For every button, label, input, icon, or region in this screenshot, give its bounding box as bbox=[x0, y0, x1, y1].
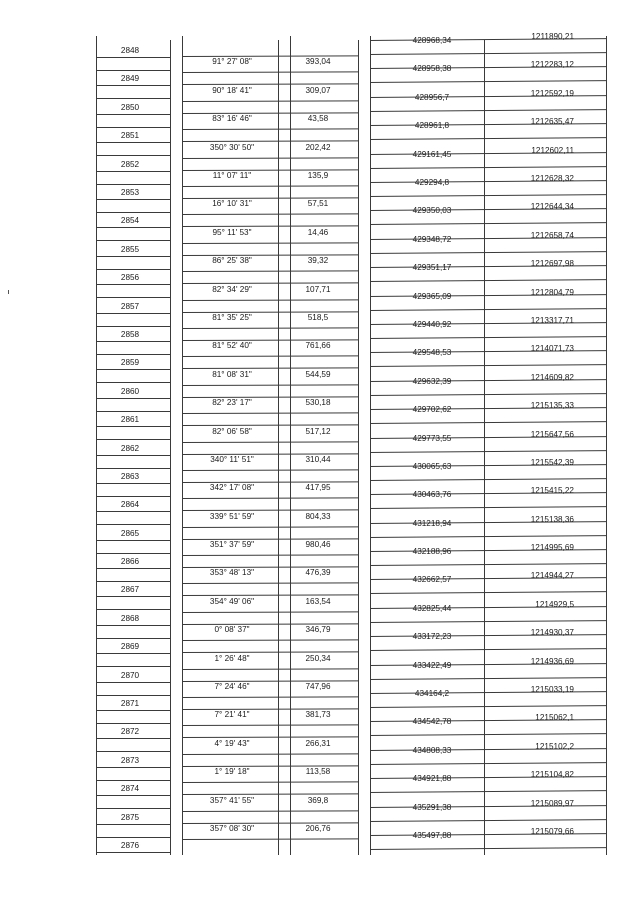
direction-angle: 7° 21' 41" bbox=[214, 710, 250, 720]
row-rule bbox=[370, 308, 606, 311]
coordinate-y: 1215104,82 bbox=[530, 770, 574, 780]
point-number: 2859 bbox=[120, 358, 140, 368]
row-rule bbox=[96, 780, 170, 781]
scan-speck bbox=[8, 290, 9, 294]
coordinate-x: 429773,55 bbox=[412, 433, 452, 443]
direction-angle: 1° 19' 18" bbox=[214, 767, 250, 777]
row-rule bbox=[370, 620, 606, 623]
row-rule bbox=[182, 640, 358, 642]
segment-distance: 57,51 bbox=[307, 199, 329, 209]
point-number: 2869 bbox=[120, 642, 140, 652]
coordinate-y: 1215033,19 bbox=[530, 685, 574, 695]
coordinate-x: 434542,78 bbox=[412, 717, 452, 727]
segment-distance: 266,31 bbox=[305, 738, 331, 748]
coordinate-y: 1212697,98 bbox=[530, 259, 574, 269]
column-rule bbox=[606, 36, 607, 855]
coordinate-y: 1214609,82 bbox=[530, 372, 574, 382]
row-rule bbox=[370, 279, 606, 282]
coordinate-x: 432825,44 bbox=[412, 603, 452, 613]
coordinate-y: 1214944,27 bbox=[530, 571, 574, 581]
point-number: 2874 bbox=[120, 784, 140, 794]
segment-distance: 761,66 bbox=[305, 341, 331, 351]
segment-distance: 517,12 bbox=[305, 426, 331, 436]
direction-angle: 82° 06' 58" bbox=[212, 426, 252, 436]
row-rule bbox=[182, 327, 358, 329]
coordinate-x: 430065,63 bbox=[412, 461, 452, 471]
row-rule bbox=[96, 199, 170, 200]
direction-angle: 340° 11' 51" bbox=[210, 454, 254, 464]
row-rule bbox=[96, 326, 170, 327]
coordinate-x: 434164,2 bbox=[414, 689, 450, 699]
point-number: 2851 bbox=[120, 131, 140, 141]
row-rule bbox=[96, 297, 170, 298]
row-rule bbox=[370, 336, 606, 339]
segment-distance: 544,59 bbox=[305, 369, 331, 379]
column-rule bbox=[290, 36, 291, 855]
coordinate-y: 1212804,79 bbox=[530, 287, 574, 297]
direction-angle: 339° 51' 59" bbox=[209, 511, 255, 521]
segment-distance: 206,76 bbox=[305, 824, 331, 833]
row-rule bbox=[96, 114, 170, 115]
row-rule bbox=[370, 535, 606, 538]
row-rule bbox=[370, 506, 606, 509]
coordinate-y: 1212644,34 bbox=[530, 202, 574, 212]
segment-distance: 163,54 bbox=[305, 596, 331, 606]
coordinate-y: 1215647,56 bbox=[530, 429, 574, 439]
point-number: 2860 bbox=[120, 386, 140, 396]
row-rule bbox=[370, 478, 606, 481]
row-rule bbox=[96, 511, 170, 512]
row-rule bbox=[182, 611, 358, 613]
point-number: 2862 bbox=[120, 443, 140, 453]
segment-distance: 417,95 bbox=[305, 483, 331, 493]
segment-distance: 980,46 bbox=[305, 540, 331, 550]
coordinate-x: 429365,09 bbox=[412, 291, 452, 301]
segment-distance: 135,9 bbox=[307, 170, 329, 180]
segment-distance: 369,8 bbox=[307, 795, 329, 805]
direction-angle: 83° 16' 46" bbox=[212, 114, 252, 124]
point-number: 2865 bbox=[120, 528, 140, 538]
coordinate-y: 1215138,36 bbox=[530, 514, 574, 524]
row-rule bbox=[182, 129, 358, 131]
row-rule bbox=[96, 127, 170, 128]
coordinate-x: 428968,34 bbox=[412, 36, 452, 45]
row-rule bbox=[370, 421, 606, 424]
row-rule bbox=[96, 269, 170, 270]
row-rule bbox=[96, 439, 170, 440]
coordinate-y: 1214929,5 bbox=[535, 599, 574, 609]
row-rule bbox=[96, 70, 170, 71]
row-rule bbox=[96, 824, 170, 825]
point-number: 2863 bbox=[120, 471, 140, 481]
row-rule bbox=[370, 762, 606, 765]
point-number: 2871 bbox=[120, 699, 140, 709]
coordinate-y: 1214995,69 bbox=[530, 543, 574, 553]
row-rule bbox=[182, 72, 358, 74]
point-number: 2855 bbox=[120, 244, 140, 254]
coordinate-x: 432188,96 bbox=[412, 547, 452, 557]
row-rule bbox=[370, 705, 606, 708]
column-rule bbox=[358, 40, 359, 855]
direction-angle: 90° 18' 41" bbox=[212, 85, 252, 95]
coordinate-x: 429348,72 bbox=[412, 234, 452, 244]
row-rule bbox=[96, 455, 170, 456]
row-rule bbox=[182, 469, 358, 471]
coordinate-x: 428961,8 bbox=[414, 121, 450, 131]
column-rule bbox=[484, 40, 485, 855]
row-rule bbox=[96, 808, 170, 809]
direction-angle: 354° 49' 06" bbox=[209, 596, 255, 606]
row-rule bbox=[370, 790, 606, 793]
row-rule bbox=[182, 696, 358, 698]
row-rule bbox=[96, 212, 170, 213]
direction-angle: 86° 25' 38" bbox=[212, 256, 252, 266]
coordinate-y: 1215079,66 bbox=[530, 827, 574, 836]
coordinate-y: 1214930,37 bbox=[530, 628, 574, 638]
row-rule bbox=[96, 653, 170, 654]
row-rule bbox=[182, 157, 358, 159]
row-rule bbox=[96, 852, 170, 853]
coordinate-y: 1215542,39 bbox=[530, 457, 574, 467]
coordinate-x: 428956,7 bbox=[414, 92, 450, 102]
direction-angle: 82° 34' 29" bbox=[212, 284, 252, 294]
segment-distance: 310,44 bbox=[305, 454, 331, 464]
point-number: 2876 bbox=[120, 841, 140, 850]
direction-angle: 7° 24' 46" bbox=[214, 682, 250, 692]
segment-distance: 804,33 bbox=[305, 511, 331, 521]
row-rule bbox=[96, 256, 170, 257]
row-rule bbox=[182, 498, 358, 500]
point-number: 2868 bbox=[120, 613, 140, 623]
row-rule bbox=[96, 738, 170, 739]
row-rule bbox=[96, 837, 170, 838]
row-rule bbox=[96, 313, 170, 314]
row-rule bbox=[370, 81, 606, 84]
row-rule bbox=[182, 356, 358, 358]
segment-distance: 346,79 bbox=[305, 625, 331, 635]
coordinate-y: 1212658,74 bbox=[530, 230, 574, 240]
column-rule bbox=[278, 40, 279, 855]
direction-angle: 91° 27' 08" bbox=[212, 57, 252, 67]
row-rule bbox=[182, 725, 358, 727]
segment-distance: 250,34 bbox=[305, 653, 331, 663]
row-rule bbox=[370, 52, 606, 55]
row-rule bbox=[182, 185, 358, 187]
segment-distance: 113,58 bbox=[305, 767, 331, 777]
row-rule bbox=[96, 411, 170, 412]
direction-angle: 353° 48' 13" bbox=[209, 568, 255, 578]
point-number: 2854 bbox=[120, 216, 140, 226]
point-number: 2853 bbox=[120, 187, 140, 197]
segment-distance: 530,18 bbox=[305, 398, 331, 408]
coordinate-y: 1211890,21 bbox=[531, 32, 574, 41]
row-rule bbox=[96, 609, 170, 610]
row-rule bbox=[370, 450, 606, 453]
row-rule bbox=[96, 369, 170, 370]
segment-distance: 747,96 bbox=[305, 682, 331, 692]
direction-angle: 357° 41' 55" bbox=[209, 795, 255, 805]
point-number: 2858 bbox=[120, 329, 140, 339]
direction-angle: 11° 07' 11" bbox=[212, 170, 252, 180]
row-rule bbox=[370, 819, 606, 822]
coordinate-y: 1214071,73 bbox=[530, 344, 574, 354]
point-number: 2852 bbox=[120, 159, 140, 169]
row-rule bbox=[96, 524, 170, 525]
row-rule bbox=[96, 682, 170, 683]
row-rule bbox=[370, 194, 606, 197]
segment-distance: 14,46 bbox=[307, 227, 329, 237]
direction-angle: 342° 17' 08" bbox=[209, 483, 255, 493]
row-rule bbox=[96, 638, 170, 639]
row-rule bbox=[96, 155, 170, 156]
point-number: 2867 bbox=[120, 585, 140, 595]
row-rule bbox=[96, 596, 170, 597]
coordinate-x: 432662,57 bbox=[412, 575, 452, 585]
row-rule bbox=[96, 98, 170, 99]
row-rule bbox=[182, 554, 358, 556]
row-rule bbox=[182, 412, 358, 414]
row-rule bbox=[370, 677, 606, 680]
coordinate-x: 429548,53 bbox=[412, 348, 452, 358]
row-rule bbox=[96, 496, 170, 497]
point-number: 2857 bbox=[120, 301, 140, 311]
segment-distance: 309,07 bbox=[305, 85, 331, 95]
row-rule bbox=[182, 299, 358, 301]
row-rule bbox=[96, 540, 170, 541]
row-rule bbox=[96, 240, 170, 241]
coordinate-y: 1215415,22 bbox=[530, 486, 574, 496]
segment-distance: 381,73 bbox=[305, 710, 331, 720]
coordinate-x: 433172,23 bbox=[412, 632, 452, 642]
row-rule bbox=[370, 563, 606, 566]
row-rule bbox=[182, 242, 358, 244]
row-rule bbox=[96, 341, 170, 342]
direction-angle: 95° 11' 53" bbox=[212, 227, 252, 237]
row-rule bbox=[96, 625, 170, 626]
row-rule bbox=[370, 251, 606, 254]
point-number: 2864 bbox=[120, 500, 140, 510]
row-rule bbox=[96, 581, 170, 582]
row-rule bbox=[96, 85, 170, 86]
segment-distance: 518,5 bbox=[307, 312, 329, 322]
coordinate-x: 429632,39 bbox=[412, 376, 452, 386]
row-rule bbox=[182, 214, 358, 216]
row-rule bbox=[96, 57, 170, 58]
coordinate-y: 1214936,69 bbox=[530, 656, 574, 666]
point-number: 2861 bbox=[120, 415, 140, 425]
coordinate-x: 429702,62 bbox=[412, 405, 452, 415]
coordinate-x: 428958,38 bbox=[412, 64, 452, 74]
direction-angle: 351° 37' 59" bbox=[209, 540, 255, 550]
row-rule bbox=[370, 393, 606, 396]
point-number: 2856 bbox=[120, 273, 140, 283]
coordinate-x: 433422,49 bbox=[412, 660, 452, 670]
row-rule bbox=[370, 137, 606, 140]
point-number: 2866 bbox=[120, 557, 140, 567]
direction-angle: 81° 52' 40" bbox=[212, 341, 252, 351]
coordinate-y: 1215062,1 bbox=[535, 713, 574, 723]
coordinate-y: 1212592,19 bbox=[530, 88, 574, 98]
row-rule bbox=[96, 354, 170, 355]
row-rule bbox=[96, 184, 170, 185]
row-rule bbox=[96, 227, 170, 228]
row-rule bbox=[370, 109, 606, 112]
coordinate-x: 434808,33 bbox=[412, 745, 452, 755]
row-rule bbox=[96, 171, 170, 172]
point-number: 2850 bbox=[120, 102, 140, 112]
row-rule bbox=[370, 734, 606, 737]
row-rule bbox=[182, 753, 358, 755]
point-number: 2873 bbox=[120, 755, 140, 765]
row-rule bbox=[96, 468, 170, 469]
row-rule bbox=[370, 648, 606, 651]
row-rule bbox=[370, 847, 606, 850]
row-rule bbox=[370, 364, 606, 367]
point-number: 2848 bbox=[120, 46, 140, 55]
point-number: 2872 bbox=[120, 727, 140, 737]
direction-angle: 4° 19' 43" bbox=[214, 738, 250, 748]
coordinate-x: 429351,17 bbox=[412, 263, 452, 273]
row-rule bbox=[370, 166, 606, 169]
row-rule bbox=[96, 666, 170, 667]
point-number: 2875 bbox=[120, 812, 140, 822]
row-rule bbox=[182, 810, 358, 812]
coordinate-y: 1212628,32 bbox=[530, 173, 574, 183]
coordinate-x: 429294,8 bbox=[414, 177, 450, 187]
row-rule bbox=[182, 838, 358, 840]
segment-distance: 202,42 bbox=[305, 142, 331, 152]
coordinate-x: 434921,88 bbox=[412, 774, 452, 784]
segment-distance: 393,04 bbox=[305, 57, 331, 67]
coordinate-x: 435497,88 bbox=[412, 831, 452, 840]
row-rule bbox=[96, 398, 170, 399]
coordinate-x: 430463,76 bbox=[412, 490, 452, 500]
row-rule bbox=[96, 284, 170, 285]
coordinate-x: 429161,45 bbox=[412, 149, 452, 159]
point-number: 2849 bbox=[120, 74, 140, 84]
direction-angle: 0° 08' 37" bbox=[214, 625, 250, 635]
segment-distance: 476,39 bbox=[305, 568, 331, 578]
row-rule bbox=[96, 767, 170, 768]
row-rule bbox=[182, 384, 358, 386]
coordinate-x: 431218,94 bbox=[412, 518, 452, 528]
direction-angle: 16° 10' 31" bbox=[212, 199, 252, 209]
coordinate-y: 1213317,71 bbox=[530, 315, 574, 325]
row-rule bbox=[182, 271, 358, 273]
segment-distance: 39,32 bbox=[307, 256, 329, 266]
direction-angle: 350° 30' 50" bbox=[209, 142, 255, 152]
row-rule bbox=[96, 142, 170, 143]
row-rule bbox=[96, 382, 170, 383]
direction-angle: 1° 26' 48" bbox=[214, 653, 250, 663]
segment-distance: 43,58 bbox=[307, 114, 329, 124]
row-rule bbox=[182, 100, 358, 102]
coordinate-x: 429350,03 bbox=[412, 206, 452, 216]
direction-angle: 81° 08' 31" bbox=[212, 369, 252, 379]
row-rule bbox=[182, 526, 358, 528]
coordinate-y: 1212635,47 bbox=[530, 117, 574, 127]
row-rule bbox=[182, 441, 358, 443]
coordinate-x: 429440,92 bbox=[412, 319, 452, 329]
coordinate-y: 1215102,2 bbox=[535, 741, 574, 751]
row-rule bbox=[182, 668, 358, 670]
coordinate-x: 435291,38 bbox=[412, 802, 452, 812]
coordinate-y: 1212602,11 bbox=[531, 145, 574, 155]
row-rule bbox=[96, 795, 170, 796]
row-rule bbox=[96, 568, 170, 569]
direction-angle: 82° 23' 17" bbox=[212, 398, 252, 408]
coordinate-y: 1212283,12 bbox=[530, 60, 574, 70]
direction-angle: 357° 08' 30" bbox=[209, 824, 255, 833]
coordinate-y: 1215089,97 bbox=[530, 798, 574, 808]
coordinate-y: 1215135,33 bbox=[530, 401, 574, 411]
row-rule bbox=[182, 782, 358, 784]
row-rule bbox=[96, 483, 170, 484]
row-rule bbox=[96, 426, 170, 427]
column-rule bbox=[370, 36, 371, 855]
row-rule bbox=[370, 592, 606, 595]
row-rule bbox=[96, 553, 170, 554]
row-rule bbox=[182, 583, 358, 585]
row-rule bbox=[96, 723, 170, 724]
row-rule bbox=[96, 695, 170, 696]
point-number: 2870 bbox=[120, 670, 140, 680]
row-rule bbox=[96, 751, 170, 752]
segment-distance: 107,71 bbox=[305, 284, 331, 294]
row-rule bbox=[370, 222, 606, 225]
direction-angle: 81° 35' 25" bbox=[212, 312, 252, 322]
row-rule bbox=[96, 710, 170, 711]
